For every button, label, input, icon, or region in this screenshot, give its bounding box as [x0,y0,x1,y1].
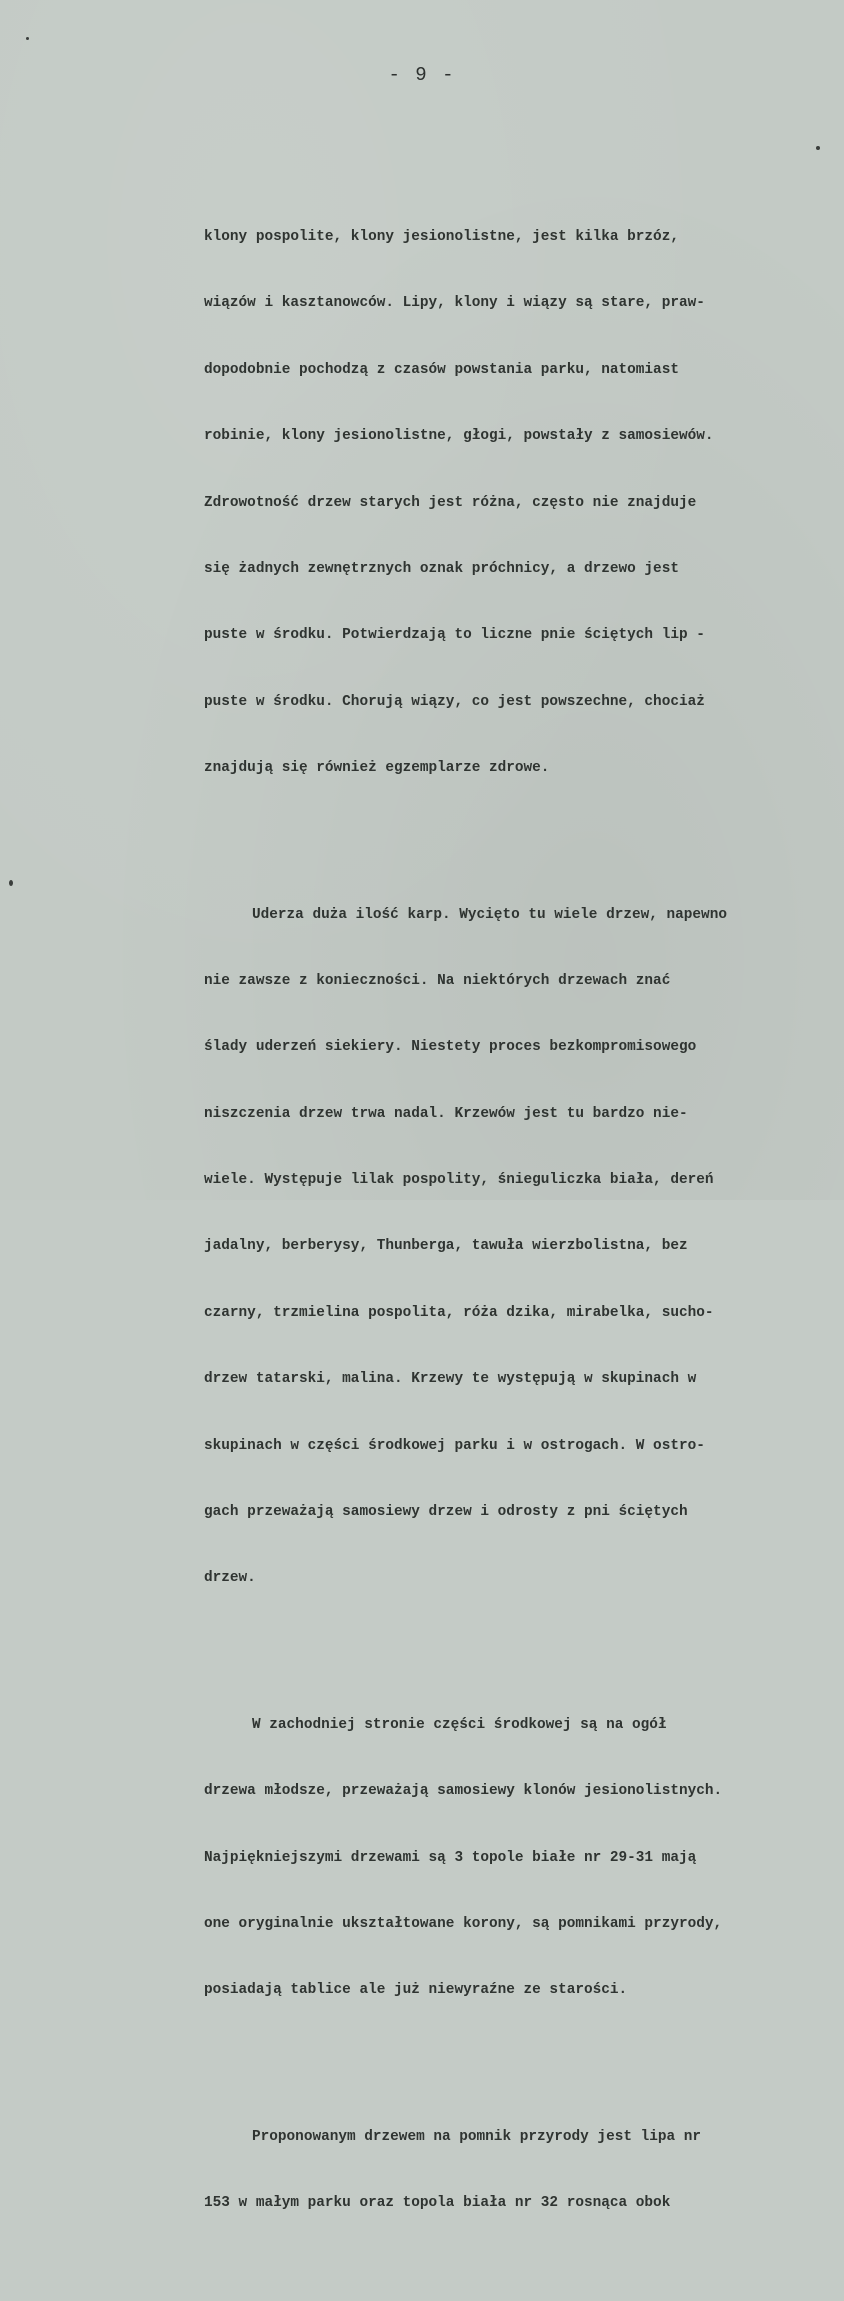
text-line: posiadają tablice ale już niewyraźne ze starości. [204,1982,628,1999]
text-line: Proponowanym drzewem na pomnik przyrody jest lipa nr [252,2128,702,2145]
paragraph [204,866,844,1628]
text-line: Zdrowotność drzew starych jest różna, często nie znajduje [204,494,697,511]
text-line: puste w środku. Chorują wiązy, co jest powszechne, chociaż [204,693,705,710]
paragraph [204,1676,844,2040]
text-line: skupinach w części środkowej parku i w ostrogach. W ostro- [204,1437,705,1454]
text-line: wiele. Występuje lilak pospolity, śnieguliczka biała, dereń [204,1172,714,1189]
text-line: puste w środku. Potwierdzają to liczne pnie ściętych lip - [204,627,705,644]
text-line: gach przeważają samosiewy drzew i odrosty z pni ściętych [204,1504,688,1521]
paragraph [204,188,844,818]
text-line: ślady uderzeń siekiery. Niestety proces bezkompromisowego [204,1039,697,1056]
text-line: się żadnych zewnętrznych oznak próchnicy, a drzewo jest [204,560,679,577]
text-line: W zachodniej stronie części środkowej są na ogół [252,1716,667,1733]
text-line: dopodobnie pochodzą z czasów powstania parku, natomiast [204,361,679,378]
text-line: drzewa młodsze, przeważają samosiewy klonów jesionolistnych. [204,1783,723,1800]
text-line: drzew. [204,1570,256,1587]
speck-mark [9,880,13,886]
text-line: one oryginalnie ukształtowane korony, są pomnikami przyrody, [204,1915,723,1932]
paragraph [204,2088,844,2253]
text-line: niszczenia drzew trwa nadal. Krzewów jest tu bardzo nie- [204,1105,688,1122]
text-line: wiązów i kasztanowców. Lipy, klony i wiązy są stare, praw- [204,295,705,312]
text-line: drzew tatarski, malina. Krzewy te występują w skupinach w [204,1371,697,1388]
text-line: czarny, trzmielina pospolita, róża dzika, mirabelka, sucho- [204,1304,714,1321]
text-line: jadalny, berberysy, Thunberga, tawuła wierzbolistna, bez [204,1238,688,1255]
page-number: - 9 - [388,64,456,86]
text-line: znajdują się również egzemplarze zdrowe. [204,760,550,777]
text-line: nie zawsze z konieczności. Na niektórych drzewach znać [204,972,671,989]
text-line: Uderza duża ilość karp. Wycięto tu wiele drzew, napewno [252,906,727,923]
text-line: Najpiękniejszymi drzewami są 3 topole białe nr 29-31 mają [204,1849,697,1866]
speck-mark [26,37,29,40]
text-line: klony pospolite, klony jesionolistne, jest kilka brzóz, [204,229,679,245]
text-line: 153 w małym parku oraz topola biała nr 32 rosnąca obok [204,2195,671,2212]
document-body [204,140,844,2301]
text-line: robinie, klony jesionolistne, głogi, powstały z samosiewów. [204,428,714,445]
